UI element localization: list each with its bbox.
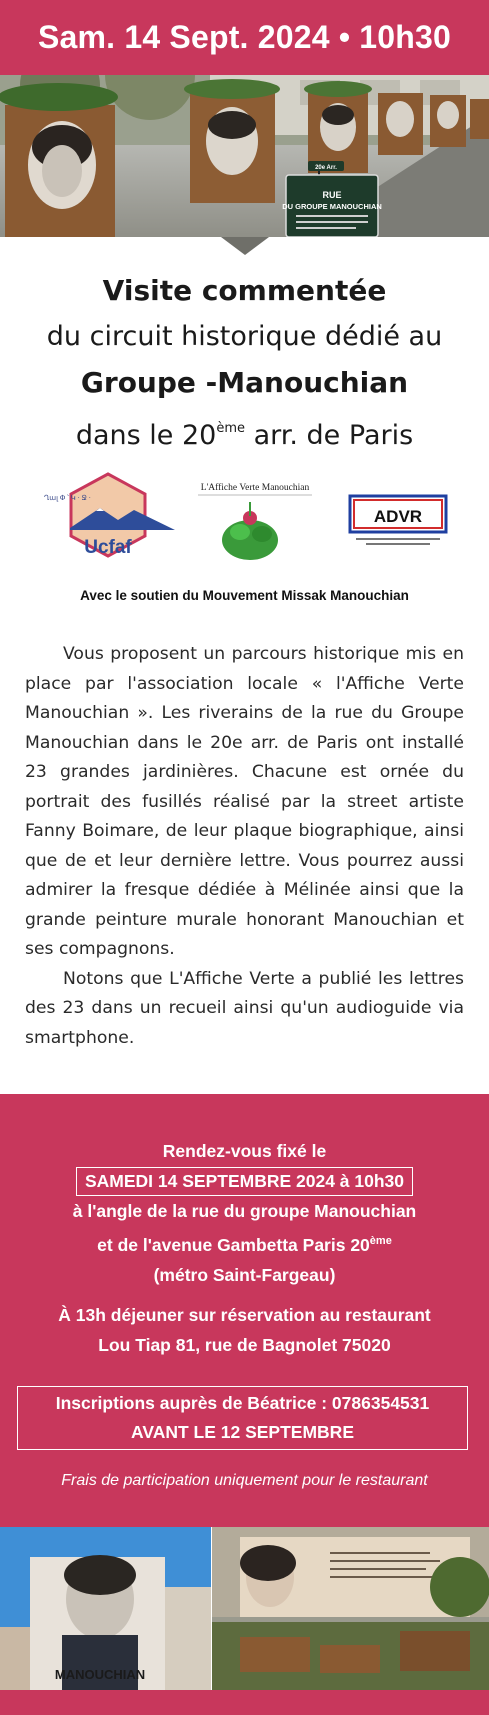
mural-caption: MANOUCHIAN (54, 1667, 146, 1682)
header-date-banner (0, 0, 489, 75)
description-paragraph-1: Vous proposent un parcours historique mis en place par l'association locale « l'Affiche Verte Manouchian ». Les riverains de la rue du Groupe Manouchian dans le 20e arr. de Paris ont installé 23 grandes jardinières. Chacune est ornée du portrait des fusillés réalisé par la street artiste Fanny Boimare, de leur plaque biographique, ainsi que de et leur dernière lettre. Vous pourrez aussi admirer la fresque dédiée à Mélinée ainsi que la grande peinture murale honorant Manouchian et ses compagnons. (25, 644, 464, 959)
title-line-groupe: Groupe -Manouchian (80, 366, 409, 399)
ucfaf-logo-text: Ucfaf (84, 537, 132, 558)
melinee-fresque-photo (212, 1527, 489, 1690)
advr-logo-text: ADVR (373, 507, 423, 526)
description-text (25, 640, 464, 1053)
place-line2-sup: ème (369, 1235, 392, 1247)
partner-logos-illustration (0, 470, 489, 565)
hero-notch (221, 237, 269, 255)
advr-logo (350, 496, 446, 545)
title-line-circuit: du circuit historique dédié au (46, 321, 443, 352)
description-paragraph-2: Notons que L'Affiche Verte a publié les lettres des 23 dans un recueil ainsi qu'un audioguide via smartphone. (25, 968, 464, 1048)
partner-logos (0, 470, 489, 565)
rendezvous-place-line2 (0, 1226, 489, 1260)
event-title (0, 268, 489, 459)
rendezvous-date-box: SAMEDI 14 SEPTEMBRE 2024 à 10h30 (76, 1167, 413, 1196)
hero-photo-illustration (0, 75, 489, 237)
affiche-verte-logo-text: L'Affiche Verte Manouchian (200, 483, 310, 493)
header-date-text: Sam. 14 Sept. 2024 • 10h30 (37, 19, 452, 55)
signup-line2: AVANT LE 12 SEPTEMBRE (131, 1422, 354, 1442)
street-sign-arr: 20e Arr. (315, 165, 337, 171)
rendezvous-details (0, 1136, 489, 1360)
support-line: Avec le soutien du Mouvement Missak Manouchian (80, 588, 409, 603)
title-line-arrondissement (0, 406, 489, 459)
signup-line1: Inscriptions auprès de Béatrice : 0786354531 (55, 1393, 430, 1413)
rendezvous-place-line1: à l'angle de la rue du groupe Manouchian (72, 1201, 417, 1221)
title-arr-number: dans le 20 (75, 420, 217, 451)
ucfaf-logo (44, 474, 175, 558)
rendezvous-panel (0, 1094, 489, 1527)
bottom-accent-bar (0, 1690, 489, 1715)
manouchian-mural-photo (0, 1527, 211, 1690)
svg-text:Ղալ Փ ՝ Կ · Ջ ·: Ղալ Փ ՝ Կ · Ջ · (44, 494, 91, 502)
street-sign-rue: RUE (322, 190, 342, 200)
hero-photo-planters (0, 75, 489, 237)
title-arr-rest: arr. de Paris (245, 420, 414, 451)
title-line-visite: Visite commentée (102, 274, 387, 307)
signup-box (17, 1386, 468, 1450)
bottom-photos-illustration (0, 1527, 489, 1690)
rendezvous-metro: (métro Saint-Fargeau) (153, 1264, 336, 1285)
title-arr-sup: ème (216, 421, 245, 436)
place-line2-text: et de l'avenue Gambetta Paris 20 (97, 1234, 370, 1255)
rendezvous-intro: Rendez-vous fixé le (162, 1141, 327, 1161)
fees-note: Frais de participation uniquement pour le restaurant (61, 1472, 428, 1489)
lunch-line1: À 13h déjeuner sur réservation au restaurant (58, 1304, 431, 1325)
lunch-line2: Lou Tiap 81, rue de Bagnolet 75020 (98, 1334, 391, 1355)
street-sign-name: DU GROUPE MANOUCHIAN (282, 202, 382, 211)
bottom-photos (0, 1527, 489, 1690)
affiche-verte-logo (198, 482, 312, 560)
